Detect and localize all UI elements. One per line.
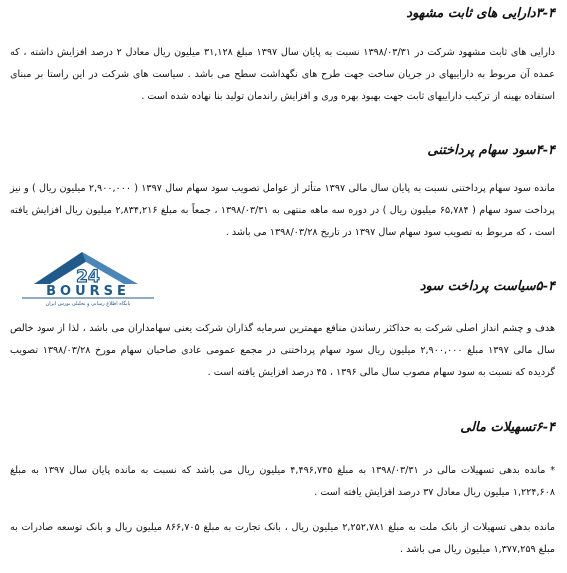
section-body-dividends-payable bbox=[10, 178, 555, 244]
logo-caption: پایگاه اطلاع رسانی و تحلیلی بورس ایران bbox=[45, 301, 131, 307]
paragraph: مانده سود سهام پرداختنی نسبت به پایان سال مالی ۱۳۹۷ متأثر از عوامل تصویب سود سهام سال ۱۳۹۷ ( ۲,۹۰۰,۰۰۰ میلیون ریال ) و نیز پرداخت سود سهام ( ۶۵,۷۸۴ میلیون ریال ) در دوره سه ماهه منتهی به ۱۳۹۸/۰۳/۳۱ ، جمعاً به مبلغ ۲,۸۳۴,۲۱۶ میلیون ریال افزایش یافته است ، که مربوط به تصویب سود سهام سال ۱۳۹۷ در تاریخ ۱۳۹۸/۰۳/۲۸ می باشد . bbox=[10, 183, 555, 238]
section-body-bank-balances bbox=[10, 517, 555, 561]
section-body-financial-facilities bbox=[10, 460, 555, 504]
paragraph: مانده بدهی تسهیلات از بانک ملت به مبلغ ۲,۲۵۲,۷۸۱ میلیون ریال ، بانک تجارت به مبلغ ۸۶۶,۷۰۵ میلیون ریال و بانک توسعه صادرات به مبلغ ۱,۳۷۷,۲۵۹ میلیون ریال می باشد . bbox=[10, 522, 555, 555]
section-body-dividend-policy bbox=[10, 318, 555, 384]
section-heading-dividends-payable: ۴-۴سود سهام پرداختنی bbox=[427, 143, 555, 158]
bourse24-logo bbox=[16, 246, 160, 308]
paragraph: * مانده بدهی تسهیلات مالی در ۱۳۹۸/۰۳/۳۱ به مبلغ ۴,۴۹۶,۷۴۵ میلیون ریال می باشد که نسبت به مانده پایان سال ۱۳۹۷ به مبلغ ۱,۲۲۴,۶۰۸ میلیون ریال معادل ۳۷ درصد افزایش یافته است . bbox=[10, 465, 555, 498]
paragraph: دارایی های ثابت مشهود شرکت در ۱۳۹۸/۰۳/۳۱ نسبت به پایان سال ۱۳۹۷ مبلغ ۳۱,۱۲۸ میلیون ریال معادل ۲ درصد افزایش داشته ، که عمده آن مربوط به داراییهای در جریان ساخت جهت طرح های نگهداشت سطح می باشد . سیاست های شرکت در این راستا بر مبنای استفاده بهینه از ترکیب داراییهای ثابت جهت بهبود بهره وری و افزایش راندمان تولید بنا نهاده شده است . bbox=[10, 47, 555, 102]
paragraph: هدف و چشم انداز اصلی شرکت به حداکثر رساندن منافع مهمترین سرمایه گذاران شرکت یعنی سهامداران می باشد ، لذا از سود خالص سال مالی ۱۳۹۷ مبلغ ۲,۹۰۰,۰۰۰ میلیون ریال سود سهام پرداختنی در مجمع عمومی عادی صاحبان سهام مورخ ۱۳۹۸/۰۳/۲۸ تصویب گردیده که نسبت به سود سهام مصوب سال مالی ۱۳۹۶ ، ۴۵ درصد افزایش یافته است . bbox=[10, 323, 555, 378]
logo-number: 24 bbox=[76, 267, 100, 287]
section-heading-fixed-assets: ۳-۴دارایی های ثابت مشهود bbox=[406, 6, 555, 21]
logo-wordmark: BOURSE bbox=[46, 284, 130, 299]
section-heading-dividend-policy: ۵-۴سیاست پرداخت سود bbox=[419, 279, 555, 294]
section-body-fixed-assets bbox=[10, 42, 555, 108]
section-heading-financial-facilities: ۶-۴تسهیلات مالی bbox=[460, 420, 555, 435]
